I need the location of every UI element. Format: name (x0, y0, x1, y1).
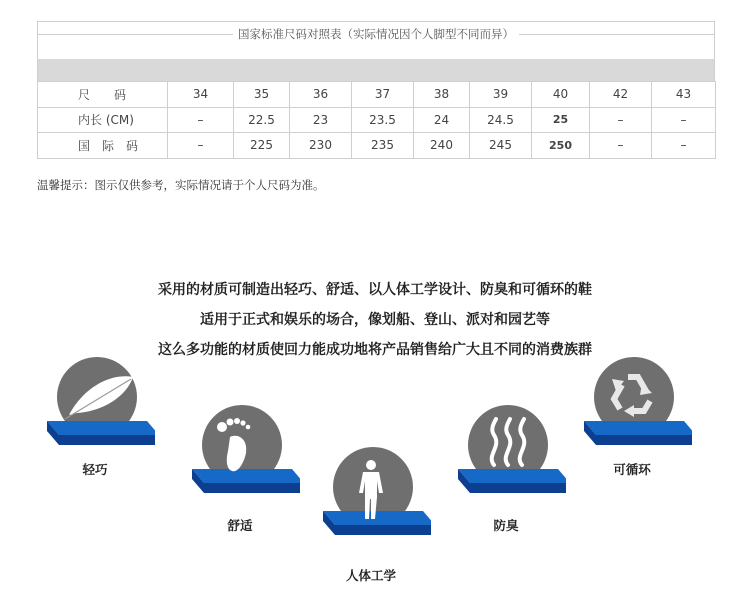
feature-comfort (180, 403, 300, 535)
feature-label: 防臭 (493, 518, 519, 533)
size-cell: 39 (470, 82, 532, 108)
inner-length-label: 内长 (CM) (38, 107, 168, 133)
table-cell: 250 (532, 133, 590, 159)
size-grid (37, 81, 716, 159)
inner-length-row (38, 107, 716, 133)
feature-label: 舒适 (227, 518, 253, 533)
table-cell: 24.5 (470, 107, 532, 133)
intl-size-row (38, 133, 716, 159)
table-cell: 240 (414, 133, 470, 159)
foam-badge (446, 403, 566, 503)
size-row-label: 尺 码 (38, 82, 168, 108)
feature-label: 轻巧 (82, 462, 108, 477)
foam-badge (311, 445, 431, 545)
feature-anti-odor (446, 403, 566, 535)
table-cell: – (652, 133, 716, 159)
intro-line: 采用的材质可制造出轻巧、舒适、以人体工学设计、防臭和可循环的鞋 (158, 282, 592, 298)
table-cell: – (168, 133, 234, 159)
table-cell: 23.5 (352, 107, 414, 133)
size-cell: 34 (168, 82, 234, 108)
table-cell: 225 (234, 133, 290, 159)
size-chart-title: 国家标准尺码对照表（实际情况因个人脚型不同而异） (233, 26, 519, 42)
size-cell: 35 (234, 82, 290, 108)
size-cell: 40 (532, 82, 590, 108)
table-cell: – (590, 107, 652, 133)
foam-badge (35, 355, 155, 455)
intl-size-label: 国 际 码 (38, 133, 168, 159)
size-cell: 36 (290, 82, 352, 108)
size-chart-title-row (37, 21, 715, 59)
feature-ergonomics (311, 445, 431, 585)
foam-badge (180, 403, 300, 503)
size-cell: 38 (414, 82, 470, 108)
table-cell: – (168, 107, 234, 133)
feature-label: 人体工学 (345, 568, 396, 583)
table-cell: 24 (414, 107, 470, 133)
feature-label: 可循环 (613, 462, 651, 477)
intro-line: 这么多功能的材质使回力能成功地将产品销售给广大且不同的消费族群 (158, 342, 592, 358)
size-chart (37, 21, 715, 159)
size-cell: 42 (590, 82, 652, 108)
size-tip: 温馨提示：图示仅供参考，实际情况请于个人尺码为准。 (37, 178, 325, 192)
table-cell: 23 (290, 107, 352, 133)
table-cell: 22.5 (234, 107, 290, 133)
size-cell: 37 (352, 82, 414, 108)
size-row (38, 82, 716, 108)
table-cell: – (652, 107, 716, 133)
size-cell: 43 (652, 82, 716, 108)
table-cell: – (590, 133, 652, 159)
table-cell: 235 (352, 133, 414, 159)
feature-recyclable (572, 355, 692, 485)
table-cell: 25 (532, 107, 590, 133)
feature-lightweight (35, 355, 155, 485)
foam-badge (572, 355, 692, 455)
table-cell: 245 (470, 133, 532, 159)
header-band (37, 59, 715, 81)
table-cell: 230 (290, 133, 352, 159)
intro-line: 适用于正式和娱乐的场合，像划船、登山、派对和园艺等 (200, 312, 550, 328)
